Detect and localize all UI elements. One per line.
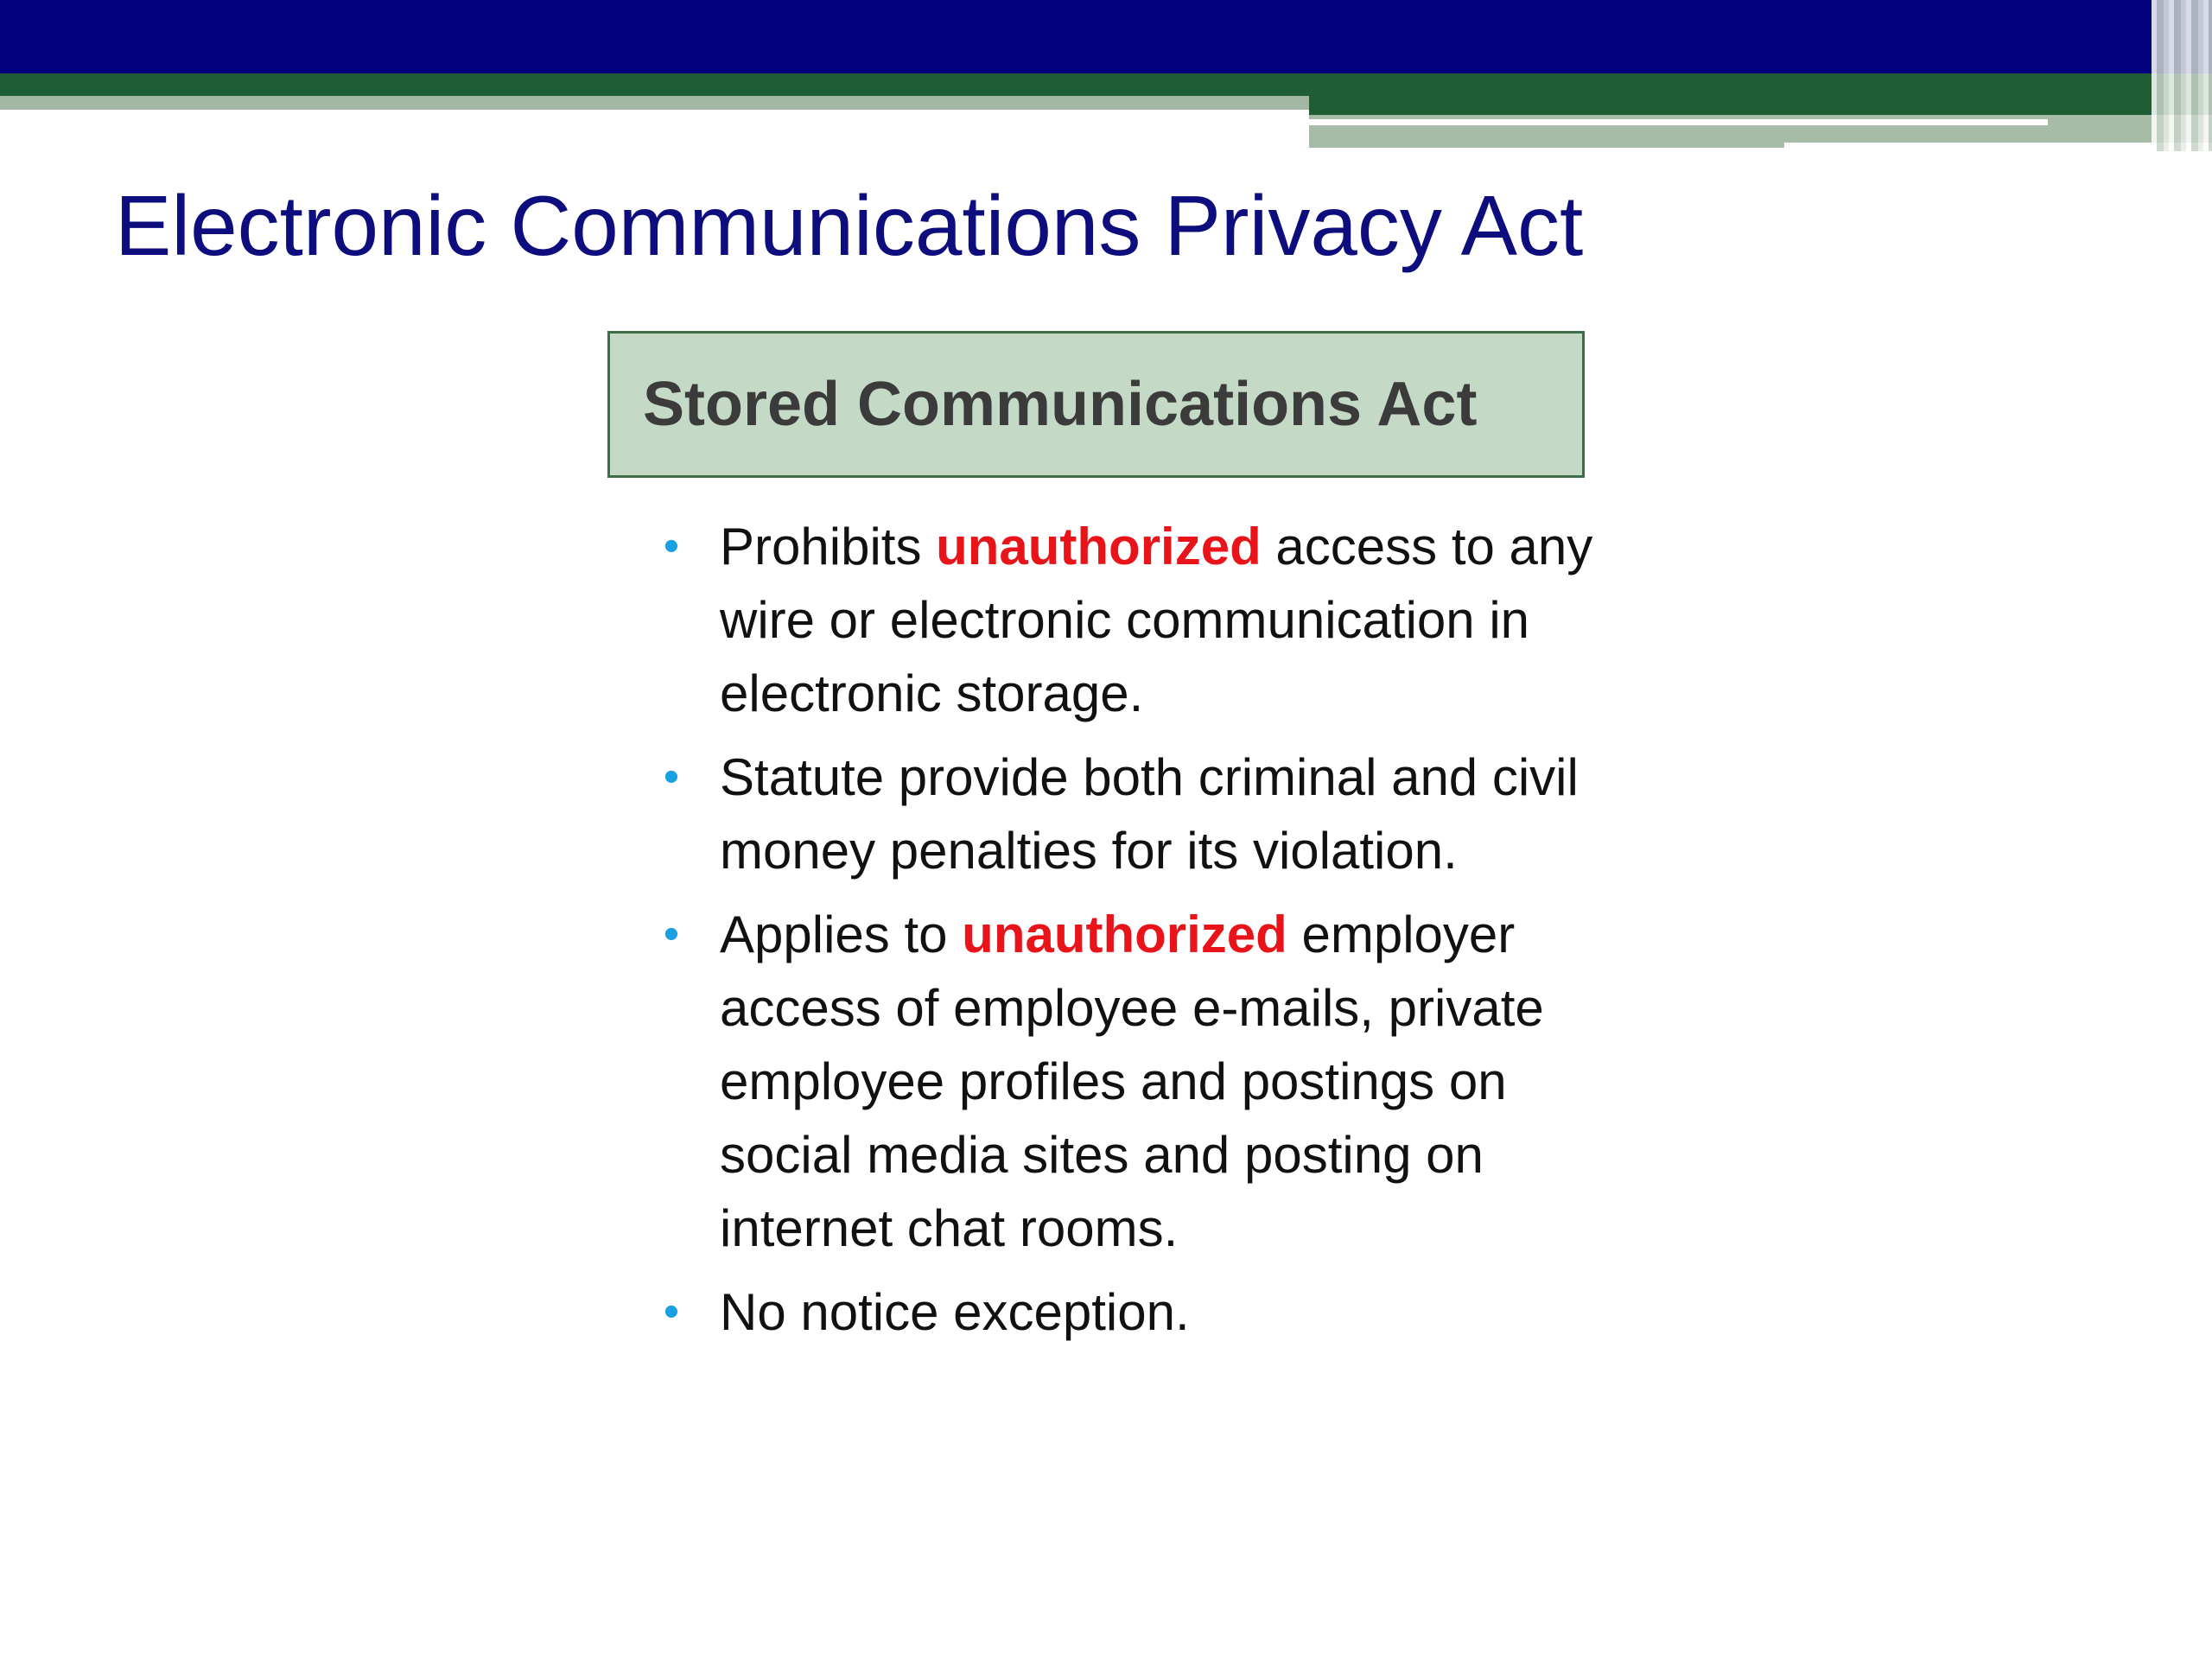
section-heading-box	[607, 331, 1585, 478]
bullet-text: Prohibits	[720, 518, 937, 575]
header-accent-line-lower	[1784, 143, 2212, 149]
bullet-item	[658, 510, 1609, 730]
slide-title: Electronic Communications Privacy Act	[115, 178, 1584, 273]
bullet-item	[658, 898, 1609, 1265]
header-bar-green	[0, 73, 2212, 96]
bullet-dot-icon: •	[663, 752, 680, 802]
header-edge-stripes	[2152, 0, 2212, 151]
bullet-text: access to any wire or electronic communication in electronic storage.	[720, 518, 1593, 722]
section-heading-label: Stored Communications Act	[643, 370, 1478, 439]
bullet-text: No notice exception.	[720, 1283, 1190, 1341]
bullet-text: employer access of employee e-mails, private employee profiles and postings on social media sites and posting on internet chat rooms.	[720, 906, 1544, 1257]
bullet-highlight: unauthorized	[962, 906, 1287, 963]
header-bar-green-right	[1309, 96, 2212, 115]
bullet-highlight: unauthorized	[936, 518, 1262, 575]
header-bar-navy	[0, 0, 2212, 73]
header-accent-line	[1309, 119, 2048, 125]
bullet-list	[658, 510, 1609, 1359]
bullet-text: Statute provide both criminal and civil money penalties for its violation.	[720, 748, 1579, 880]
bullet-item	[658, 741, 1609, 887]
bullet-dot-icon: •	[663, 909, 680, 959]
bullet-item	[658, 1275, 1609, 1349]
bullet-dot-icon: •	[663, 1287, 680, 1337]
bullet-dot-icon: •	[663, 521, 680, 571]
bullet-text: Applies to	[720, 906, 963, 963]
header-bar-sage-left	[0, 96, 1309, 110]
